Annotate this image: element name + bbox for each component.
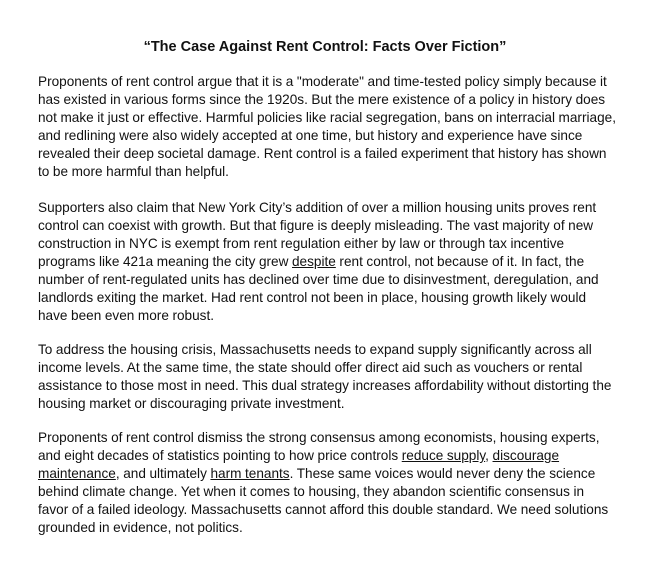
paragraph-nyc-text-end: rent control, not because of it. In fact, the number of rent-regulated units has declined over time due to disinvestment, deregulation, and landlords exiting the market. Had rent control not been in place, housing growth likely would have been even more robust. bbox=[38, 254, 599, 323]
paragraph-consensus-text-end: . These same voices would never deny the science behind climate change. Yet when it comes to housing, they abandon scientific consensus in favor of a failed ideology. Massachusetts cannot afford this double standard. We need solutions grounded in evidence, not politics. bbox=[38, 466, 609, 535]
paragraph-history: Proponents of rent control argue that it is a "moderate" and time-tested policy simply because it has existed in various forms since the 1920s. But the mere existence of a policy in history does not make it just or effective. Harmful policies like racial segregation, bans on interracial marriage, and redlining were also widely accepted at one time, but history and experience have since revealed their deep societal damage. Rent control is a failed experiment that history has shown to be more harmful than helpful. bbox=[38, 74, 616, 179]
discourage-maintenance-link[interactable]: discourage maintenance bbox=[38, 448, 560, 481]
paragraph-supply: To address the housing crisis, Massachusetts needs to expand supply significantly across all income levels. At the same time, the state should offer direct aid such as vouchers or rental assistance to those most in need. This dual strategy increases affordability without distorting the housing market or discouraging private investment. bbox=[38, 342, 612, 411]
harm-tenants-link[interactable]: harm tenants bbox=[210, 466, 290, 481]
reduce-supply-link[interactable]: reduce supply bbox=[401, 448, 486, 463]
despite-link[interactable]: despite bbox=[292, 254, 336, 269]
connector-text: , and ultimately bbox=[115, 466, 211, 481]
paragraph-nyc bbox=[38, 199, 616, 325]
paragraph-consensus-text-start: Proponents of rent control dismiss the strong consensus among economists, housing experts, and eight decades of statistics pointing to how price controls bbox=[38, 430, 600, 463]
paragraph-consensus bbox=[38, 429, 616, 537]
separator-text: , bbox=[485, 448, 493, 463]
paragraph-nyc-text-start: Supporters also claim that New York City’s addition of over a million housing units proves rent control can coexist with growth. But that figure is deeply misleading. The vast majority of new construction in NYC is exempt from rent regulation either by law or through tax incentive programs like 421a meaning the city grew bbox=[38, 200, 597, 269]
document-title: “The Case Against Rent Control: Facts Over Fiction” bbox=[143, 39, 507, 55]
